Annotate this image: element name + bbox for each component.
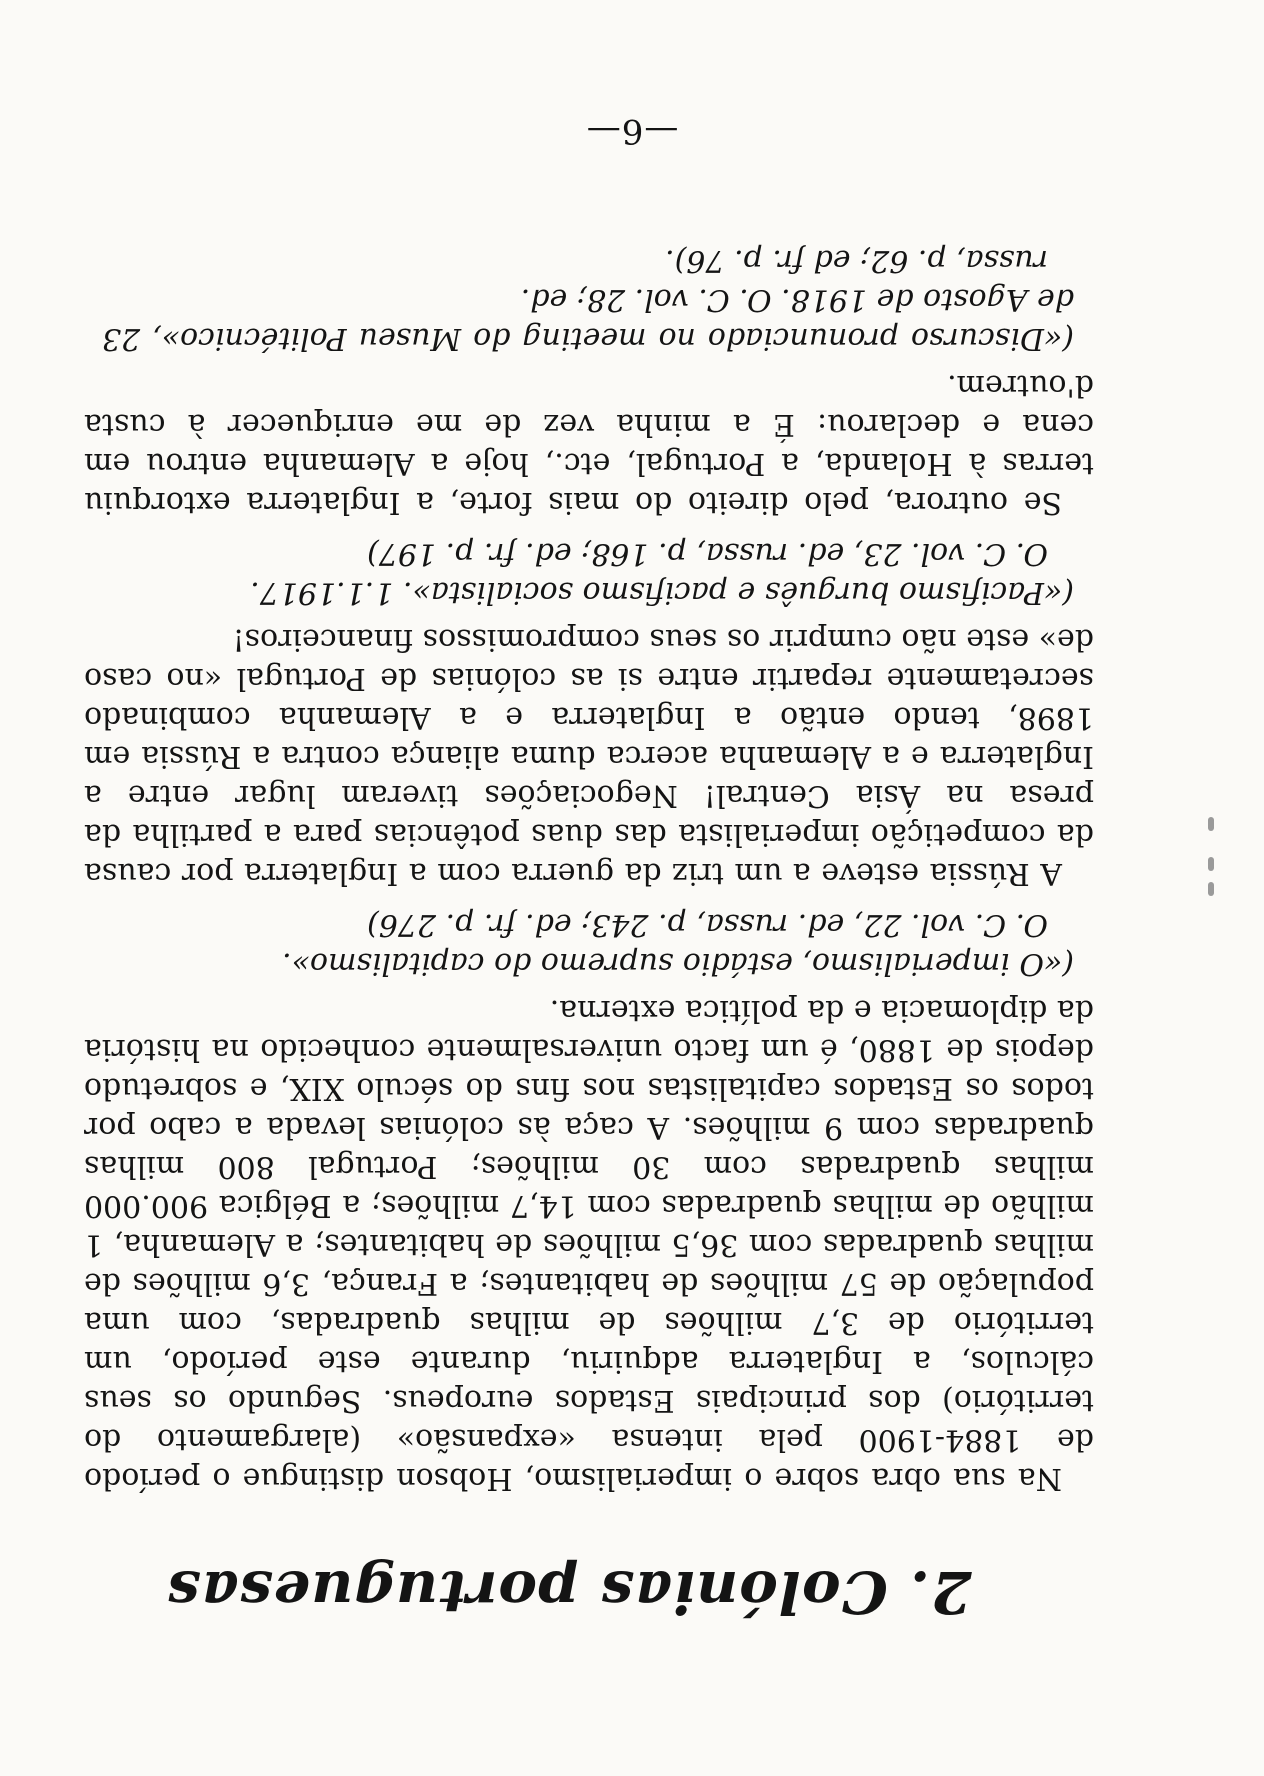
- citation-3: [84, 241, 1094, 358]
- citation-1: [84, 905, 1094, 983]
- body-paragraph-1: Na sua obra sobre o imperialismo, Hobson distingue o período de 1884-1900 pela intensa «expansão» (alargamento do território) dos principais Estados europeus. Segundo os seus cálculos, a Inglaterra adquiriu, durante este período, um território de 3,7 milhões de milhas quadradas, com uma população de 57 milhões de habitantes; a França, 3,6 milhões de milhas quadradas com 36,5 milhões de habitantes; a Alemanha, 1 milhão de milhas quadradas com 14,7 milhões; a Bélgica 900.000 milhas quadradas com 30 milhões; Portugal 800 milhas quadradas com 9 milhões. A caça às colónias levada a cabo por todos os Estados capitalistas nos fins do século XIX, e sobretudo depois de 1880, é um facto universalmente conhecido na história da diplomacia e da política externa.: [84, 993, 1094, 1496]
- body-paragraph-3: Se outrora, pelo direito do mais forte, a Inglaterra extorquiu terras à Holanda, a Portugal, etc., hoje a Alemanha entrou em cena e declarou: É a minha vez de me enriquecer à custa d'outrem.: [84, 368, 1094, 520]
- page-number: —6—: [585, 111, 679, 151]
- citation-3-title: («Discurso pronunciado no meeting do Museu Politécnico», 23 de Agosto de 1918. O. C. vol. 28; ed.: [102, 282, 1074, 356]
- citation-1-source: O. C. vol. 22, ed. russa, p. 243; ed. fr. p. 276): [367, 907, 1048, 942]
- citation-3-source: russa, p. 62; ed fr. p. 76).: [665, 243, 1048, 278]
- body-paragraph-2: A Rússia esteve a um triz da guerra com a Inglaterra por causa da competição imperialista das duas potências para a partilha da presa na Ásia Central! Negociações tiveram lugar entre a Inglaterra e a Alemanha acerca duma aliança contra a Rússia em 1898, tendo então a Inglaterra e a Alemanha combinado secretamente repartir entre si as colónias de Portugal «no caso de» este não cumprir os seus compromissos financeiros!: [84, 622, 1094, 891]
- citation-2: [84, 534, 1094, 612]
- scan-speck: [1208, 882, 1214, 896]
- citation-1-title: («O imperialismo, estádio supremo do capitalismo».: [282, 946, 1074, 981]
- section-heading: 2. Colónias portuguesas: [166, 1558, 972, 1626]
- citation-2-source: O. C. vol. 23, ed. russa, p. 168; ed. fr. p. 197): [367, 536, 1048, 571]
- scan-speck: [1208, 857, 1214, 871]
- page-content: [84, 229, 1094, 1626]
- scan-speck: [1208, 817, 1214, 831]
- citation-2-title: («Pacifismo burguês e pacifismo socialista». 1.1.1917.: [250, 575, 1074, 610]
